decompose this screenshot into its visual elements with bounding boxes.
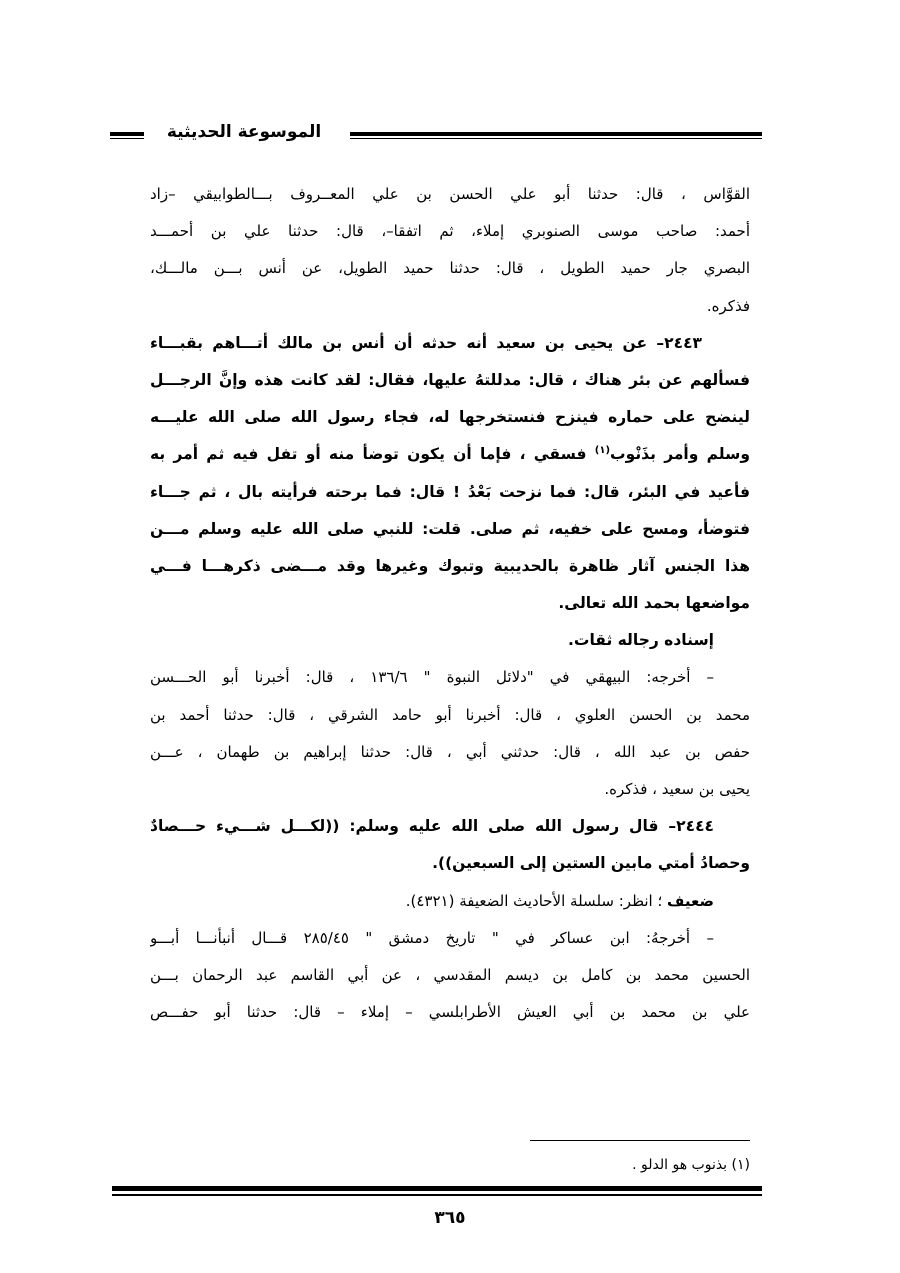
footnote-marker: (١) (594, 445, 611, 457)
text-line: الحسين محمد بن كامل بن ديسم المقدسي ، عن أبي القاسم عبد الرحمان بـــن (150, 965, 750, 984)
hadith-line: وحصادُ أمتي مابين الستين إلى السبعين)). (432, 854, 750, 873)
text-line: حفص بن عبد الله ، قال: حدثني أبي ، قال: حدثنا إبراهيم بن طهمان ، عـــن (150, 742, 750, 761)
header-rule-right (350, 132, 762, 139)
text-line: البصري جار حميد الطويل ، قال: حدثنا حميد الطويل، عن أنس بـــن مالـــك، (150, 259, 750, 278)
takhrij-line: – أخرجهُ: ابن عساكر في " تاريخ دمشق " ٢٨٥/٤٥ قـــال أنبأنـــا أبـــو (150, 928, 714, 947)
takhrij-line: – أخرجه: البيهقي في "دلائل النبوة " ١٣٦/٦ ، قال: أخبرنا أبو الحـــسن (150, 668, 714, 687)
hadith-2443-line: ٢٤٤٣– عن يحيى بن سعيد أنه حدثه أن أنس بن مالك أتـــاهم بقبـــاء (150, 333, 702, 352)
hadith-line: مواضعها بحمد الله تعالى. (558, 594, 750, 613)
hadith-2444-line: ٢٤٤٤– قال رسول الله صلى الله عليه وسلم: ((لكـــل شـــيء حـــصادٌ (150, 817, 714, 836)
footnote-separator (530, 1140, 750, 1141)
grade-label: ضعيف (667, 891, 714, 910)
hadith-line: فتوضأ، ومسح على خفيه، ثم صلى. قلت: للنبي صلى الله عليه وسلم مـــن (150, 519, 750, 538)
text-line: محمد بن الحسن العلوي ، قال: أخبرنا أبو حامد الشرقي ، قال: حدثنا أحمد بن (150, 705, 750, 724)
text-line: يحيى بن سعيد ، فذكره. (604, 780, 750, 798)
page-number: ٣٦٥ (434, 1208, 466, 1228)
text-line: علي بن محمد بن أبي العيش الأطرابلسي – إملاء – قال: حدثنا أبو حفـــص (150, 1003, 750, 1022)
footnote-text: (١) بذنوب هو الدلو . (632, 1157, 750, 1173)
hadith-line: هذا الجنس آثار ظاهرة بالحديبية وتبوك وغيرها وقد مـــضى ذكرهـــا فـــي (150, 556, 750, 575)
text-segment: ؛ انظر: سلسلة الأحاديث الضعيفة (٤٣٢١). (405, 891, 663, 910)
text-line: فذكره. (706, 296, 750, 315)
text-segment: وسلم وأمر بذَنْوب (610, 445, 750, 464)
text-line: أحمد: صاحب موسى الصنوبري إملاء، ثم اتفقا–، قال: حدثنا علي بن أحمـــد (150, 222, 750, 241)
hadith-line: فأعيد في البئر، قال: فما نزحت بَعْدُ ! قال: فما برحته فرأيته بال ، ثم جـــاء (150, 482, 750, 501)
footer-rule (112, 1186, 762, 1196)
grading-line (150, 883, 750, 920)
text-segment: فسقي ، فإما أن يكون توضأ منه أو تفل فيه ثم أمر به (150, 445, 587, 464)
grading-line: إسناده رجاله ثقات. (568, 631, 714, 650)
hadith-line: لينضح على حماره فينزح فنستخرجها له، فجاء رسول الله صلى الله عليـــه (150, 408, 750, 427)
hadith-line: فسألهم عن بئر هناك ، قال: مدللتهُ عليها، فقال: لقد كانت هذه وإنَّ الرجـــل (150, 370, 750, 389)
body-text (150, 176, 750, 1031)
header-rule-left (110, 132, 144, 139)
page-header (110, 118, 762, 168)
hadith-line (150, 436, 750, 473)
header-title: الموسوعة الحديثية (166, 122, 322, 142)
text-line: القوَّاس ، قال: حدثنا أبو علي الحسن بن علي المعــروف بـــالطوابيقي –زاد (150, 185, 750, 203)
